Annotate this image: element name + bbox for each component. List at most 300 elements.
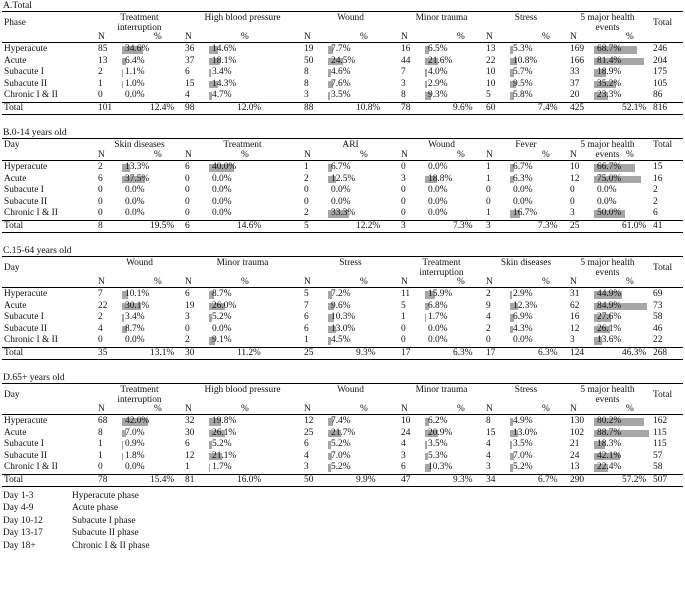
total-count: 8 [98, 220, 103, 231]
count-value: 0 [401, 196, 406, 207]
total-percent: 6.3% [538, 347, 558, 358]
count-value: 2 [98, 162, 103, 172]
count-value: 8 [98, 427, 103, 438]
percent-header: % [626, 32, 634, 42]
n-header: N [570, 150, 577, 160]
group-header-line: 5 major health events [580, 140, 635, 160]
total-count: 124 [570, 347, 585, 358]
percent-value: 88.7% [597, 427, 622, 438]
section-gap [2, 360, 683, 372]
count-value: 0 [486, 335, 491, 345]
row-label: Subacute I [4, 185, 44, 195]
percent-value: 5.2% [331, 439, 351, 449]
total-percent: 9.9% [356, 474, 376, 485]
percent-value: 0.9% [125, 439, 145, 449]
total-percent: 6.3% [453, 347, 473, 358]
group-header [484, 13, 568, 23]
percent-header: % [154, 404, 162, 414]
total-count: 6 [185, 220, 190, 231]
n-header: N [486, 404, 493, 414]
n-header: N [98, 277, 105, 287]
count-value: 16 [570, 312, 580, 322]
percent-value: 50.0% [597, 208, 622, 218]
count-value: 0 [486, 185, 491, 195]
row-total: 105 [653, 78, 668, 89]
count-value: 62 [570, 300, 580, 311]
count-value: 7 [98, 289, 103, 299]
group-header-line: Treatment [120, 385, 159, 395]
percent-value: 8.7% [125, 323, 145, 334]
percent-value: 26.1% [212, 427, 237, 438]
group-header [96, 258, 183, 268]
row-total: 115 [653, 439, 667, 449]
count-value: 2 [304, 208, 309, 218]
percent-bar [122, 81, 123, 89]
n-header: N [98, 32, 105, 42]
total-count: 50 [304, 474, 314, 485]
percent-value: 15.9% [428, 289, 453, 299]
total-count: 290 [570, 474, 585, 485]
group-header-line: Treatment [223, 140, 262, 150]
percent-bar [209, 464, 210, 472]
table-row [2, 56, 683, 68]
percent-value: 84.9% [597, 300, 622, 311]
body-rows [2, 288, 683, 347]
first-column-header: Phase [4, 18, 26, 28]
percent-value: 4.7% [212, 90, 232, 100]
percent-value: 0.0% [428, 162, 448, 172]
grand-total: 507 [653, 474, 668, 485]
count-value: 2 [185, 335, 190, 345]
count-value: 0 [486, 196, 491, 207]
total-count: 60 [486, 102, 496, 113]
bottom-rule [2, 486, 683, 487]
table-row [2, 90, 683, 102]
group-header [399, 385, 484, 395]
count-value: 10 [486, 67, 496, 77]
percent-value: 6.7% [513, 162, 533, 172]
percent-value: 75.0% [597, 173, 622, 184]
row-total: 16 [653, 173, 663, 184]
subheader-row [2, 277, 683, 287]
percent-value: 6.5% [428, 44, 448, 54]
total-count: 78 [401, 102, 411, 113]
row-total: 69 [653, 289, 663, 299]
legend-row [2, 527, 683, 539]
row-label: Chronic I & II [4, 335, 58, 345]
row-label: Subacute II [4, 78, 47, 89]
percent-bar [122, 441, 123, 449]
legend-phase: Acute phase [72, 503, 119, 514]
percent-value: 5.2% [212, 312, 232, 322]
group-header [484, 385, 568, 395]
percent-value: 0.0% [513, 196, 533, 207]
total-row [2, 221, 683, 233]
count-value: 8 [401, 90, 406, 100]
grand-total: 268 [653, 347, 668, 358]
group-header [568, 258, 647, 278]
percent-value: 1.1% [125, 67, 145, 77]
percent-header: % [241, 404, 249, 414]
percent-value: 0.0% [212, 185, 232, 195]
total-row-label: Total [4, 102, 24, 113]
count-value: 31 [570, 289, 580, 299]
percent-value: 14.3% [212, 78, 237, 89]
percent-value: 33.3% [331, 208, 356, 218]
row-total: 246 [653, 44, 668, 54]
total-count: 25 [570, 220, 580, 231]
n-header: N [486, 150, 493, 160]
count-value: 5 [401, 300, 406, 311]
percent-value: 4.0% [428, 67, 448, 77]
total-count: 101 [98, 102, 113, 113]
count-value: 0 [401, 323, 406, 334]
subheader-row [2, 150, 683, 160]
total-percent: 12.0% [237, 102, 262, 113]
percent-value: 0.0% [513, 185, 533, 195]
count-value: 3 [304, 462, 309, 472]
group-header-line: Minor trauma [415, 13, 468, 23]
percent-value: 0.0% [125, 462, 145, 472]
count-value: 30 [185, 427, 195, 438]
percent-value: 16.7% [513, 208, 538, 218]
row-total: 73 [653, 300, 663, 311]
row-label: Subacute II [4, 196, 47, 207]
count-value: 0 [185, 196, 190, 207]
n-header: N [570, 32, 577, 42]
row-label: Hyperacute [4, 162, 48, 172]
count-value: 130 [570, 416, 585, 426]
percent-value: 2.9% [428, 78, 448, 89]
percent-value: 19.8% [212, 416, 237, 426]
row-total: 115 [653, 427, 667, 438]
row-label: Chronic I & II [4, 462, 58, 472]
percent-value: 12.3% [513, 300, 538, 311]
percent-header: % [457, 150, 465, 160]
legend-row [2, 515, 683, 527]
legend-days: Day 10-12 [3, 515, 43, 526]
legend-days: Day 1-3 [3, 491, 34, 501]
percent-header: % [457, 32, 465, 42]
count-value: 36 [185, 44, 195, 54]
count-value: 1 [98, 439, 103, 449]
count-value: 22 [486, 55, 496, 66]
total-percent: 15.4% [150, 474, 175, 485]
percent-value: 5.2% [331, 462, 351, 472]
group-header [568, 385, 647, 405]
total-percent: 46.3% [622, 347, 647, 358]
percent-value: 35.2% [597, 78, 622, 89]
percent-value: 0.0% [428, 335, 448, 345]
count-value: 169 [570, 44, 585, 54]
group-header [183, 258, 302, 268]
count-value: 2 [486, 289, 491, 299]
count-value: 0 [185, 185, 190, 195]
count-value: 19 [185, 300, 195, 311]
group-header [399, 13, 484, 23]
total-row-label: Total [4, 220, 24, 231]
percent-value: 13.6% [597, 335, 622, 345]
count-value: 4 [486, 450, 491, 461]
row-total: 204 [653, 55, 668, 66]
row-total: 2 [653, 185, 658, 195]
count-value: 8 [304, 78, 309, 89]
percent-value: 9.3% [428, 90, 448, 100]
count-value: 9 [486, 300, 491, 311]
table-row [2, 324, 683, 336]
count-value: 37 [570, 78, 580, 89]
total-count: 81 [185, 474, 195, 485]
percent-value: 7.0% [125, 427, 145, 438]
total-column-header: Total [653, 140, 673, 150]
count-value: 32 [185, 416, 195, 426]
group-header-line: interruption [117, 23, 162, 33]
percent-value: 3.5% [331, 90, 351, 100]
group-header-line: Skin diseases [114, 140, 165, 150]
n-header: N [185, 32, 192, 42]
group-header-line: High blood pressure [204, 13, 281, 23]
group-header-line: Wound [126, 258, 153, 268]
total-percent: 13.1% [150, 347, 175, 358]
count-value: 2 [98, 67, 103, 77]
total-column-header: Total [653, 390, 673, 400]
legend-days: Day 13-17 [3, 528, 43, 539]
row-label: Acute [4, 55, 27, 66]
group-header-line: Minor trauma [415, 385, 468, 395]
percent-bar [122, 314, 124, 322]
total-percent: 9.6% [453, 102, 473, 113]
legend-days: Day 18+ [3, 540, 36, 551]
count-value: 10 [486, 78, 496, 89]
group-header-line: Treatment [422, 258, 461, 268]
percent-value: 34.6% [125, 44, 150, 54]
percent-value: 18.9% [597, 67, 622, 77]
count-value: 85 [98, 44, 108, 54]
total-count: 98 [185, 102, 195, 113]
percent-value: 13.3% [125, 162, 150, 172]
count-value: 6 [98, 173, 103, 184]
count-value: 3 [401, 450, 406, 461]
percent-value: 18.8% [428, 173, 453, 184]
legend-row [2, 502, 683, 514]
row-total: 2 [653, 196, 658, 207]
count-value: 68 [98, 416, 108, 426]
row-label: Hyperacute [4, 289, 48, 299]
percent-header: % [542, 32, 550, 42]
percent-value: 1.0% [125, 78, 145, 89]
total-count: 34 [486, 474, 496, 485]
table-row [2, 301, 683, 313]
count-value: 3 [570, 335, 575, 345]
n-header: N [304, 404, 311, 414]
row-total: 57 [653, 450, 663, 461]
count-value: 3 [401, 173, 406, 184]
group-header-line: 5 major health events [580, 258, 635, 278]
percent-value: 21.7% [331, 427, 356, 438]
group-header [96, 385, 183, 405]
header-row [2, 384, 683, 404]
count-value: 16 [401, 44, 411, 54]
group-header [399, 140, 484, 150]
total-count: 30 [185, 347, 195, 358]
row-total: 46 [653, 323, 663, 334]
n-header: N [185, 150, 192, 160]
total-count: 17 [401, 347, 411, 358]
row-label: Chronic I & II [4, 208, 58, 218]
percent-value: 22.4% [597, 462, 622, 472]
percent-value: 18.1% [212, 55, 237, 66]
percent-header: % [154, 150, 162, 160]
group-header [484, 258, 568, 268]
group-header [96, 140, 183, 150]
header-row [2, 257, 683, 277]
group-header [302, 258, 399, 268]
percent-header: % [542, 404, 550, 414]
group-header-line: Wound [428, 140, 455, 150]
row-label: Subacute II [4, 323, 47, 334]
percent-bar [425, 441, 427, 449]
percent-value: 44.9% [597, 289, 622, 299]
row-label: Subacute I [4, 67, 44, 77]
percent-bar [122, 453, 123, 461]
group-header-line: Minor trauma [216, 258, 269, 268]
count-value: 13 [570, 462, 580, 472]
row-total: 162 [653, 416, 668, 426]
percent-value: 0.0% [331, 185, 351, 195]
count-value: 0 [98, 90, 103, 100]
count-value: 11 [401, 289, 411, 299]
group-header [183, 140, 302, 150]
row-label: Subacute II [4, 450, 47, 461]
group-header-line: Fever [515, 140, 537, 150]
percent-value: 9.1% [212, 335, 232, 345]
count-value: 0 [185, 208, 190, 218]
legend-row [2, 540, 683, 552]
first-column-header: Day [4, 140, 20, 150]
first-column-header: Day [4, 263, 20, 273]
count-value: 0 [304, 185, 309, 195]
group-header-line: Wound [337, 385, 364, 395]
count-value: 4 [304, 450, 309, 461]
total-percent: 9.3% [356, 347, 376, 358]
count-value: 3 [486, 462, 491, 472]
total-percent: 11.2% [237, 347, 261, 358]
n-header: N [98, 150, 105, 160]
percent-value: 7.7% [331, 44, 351, 54]
total-count: 5 [304, 220, 309, 231]
row-total: 22 [653, 335, 663, 345]
n-header: N [304, 150, 311, 160]
percent-value: 5.3% [513, 44, 533, 54]
table-row [2, 174, 683, 186]
percent-value: 13.0% [331, 323, 356, 334]
count-value: 0 [185, 173, 190, 184]
count-value: 24 [401, 427, 411, 438]
group-header-line: interruption [117, 395, 162, 405]
percent-value: 7.0% [513, 450, 533, 461]
percent-value: 10.8% [513, 55, 538, 66]
count-value: 0 [185, 323, 190, 334]
table-row [2, 428, 683, 440]
count-value: 50 [304, 55, 314, 66]
body-rows [2, 161, 683, 220]
total-percent: 12.2% [356, 220, 381, 231]
table-row [2, 197, 683, 209]
group-header-line: ARI [342, 140, 359, 150]
table-section [2, 372, 683, 487]
percent-header: % [542, 277, 550, 287]
count-value: 24 [570, 450, 580, 461]
count-value: 3 [570, 208, 575, 218]
percent-header: % [626, 277, 634, 287]
row-total: 175 [653, 67, 668, 77]
count-value: 0 [98, 208, 103, 218]
n-header: N [401, 32, 408, 42]
group-header-line: 5 major health events [580, 385, 635, 405]
percent-value: 0.0% [212, 196, 232, 207]
percent-value: 80.2% [597, 416, 622, 426]
subheader-row [2, 404, 683, 414]
legend-phase: Subacute I phase [72, 515, 136, 526]
percent-value: 27.6% [597, 312, 622, 322]
header-row [2, 12, 683, 32]
count-value: 4 [98, 323, 103, 334]
percent-bar [510, 441, 512, 449]
percent-value: 6.3% [513, 173, 533, 184]
legend-row [2, 490, 683, 502]
count-value: 20 [570, 90, 580, 100]
percent-value: 66.7% [597, 162, 622, 172]
percent-value: 5.2% [513, 462, 533, 472]
count-value: 1 [486, 173, 491, 184]
count-value: 6 [185, 439, 190, 449]
count-value: 1 [401, 312, 406, 322]
percent-value: 37.5% [125, 173, 150, 184]
count-value: 5 [304, 289, 309, 299]
percent-value: 0.0% [428, 323, 448, 334]
percent-bar [425, 81, 427, 89]
section-title: D.65+ years old [3, 372, 65, 383]
count-value: 4 [185, 90, 190, 100]
total-count: 3 [401, 220, 406, 231]
percent-value: 30.1% [125, 300, 150, 311]
count-value: 15 [185, 78, 195, 89]
percent-header: % [360, 404, 368, 414]
n-header: N [570, 277, 577, 287]
body-rows [2, 415, 683, 474]
percent-bar [209, 69, 211, 77]
percent-value: 9.6% [331, 300, 351, 311]
percent-value: 0.0% [428, 208, 448, 218]
total-percent: 57.2% [622, 474, 647, 485]
count-value: 6 [185, 162, 190, 172]
table-row [2, 462, 683, 474]
percent-value: 0.0% [212, 173, 232, 184]
subheader-row [2, 32, 683, 42]
count-value: 6 [185, 289, 190, 299]
section-title: B.0-14 years old [3, 127, 67, 138]
n-header: N [304, 32, 311, 42]
count-value: 12 [570, 323, 580, 334]
total-percent: 10.8% [356, 102, 381, 113]
table-row [2, 439, 683, 451]
results-table [2, 0, 683, 552]
count-value: 25 [304, 427, 314, 438]
count-value: 5 [486, 90, 491, 100]
percent-value: 6.9% [513, 312, 533, 322]
row-total: 58 [653, 312, 663, 322]
group-header [302, 385, 399, 395]
